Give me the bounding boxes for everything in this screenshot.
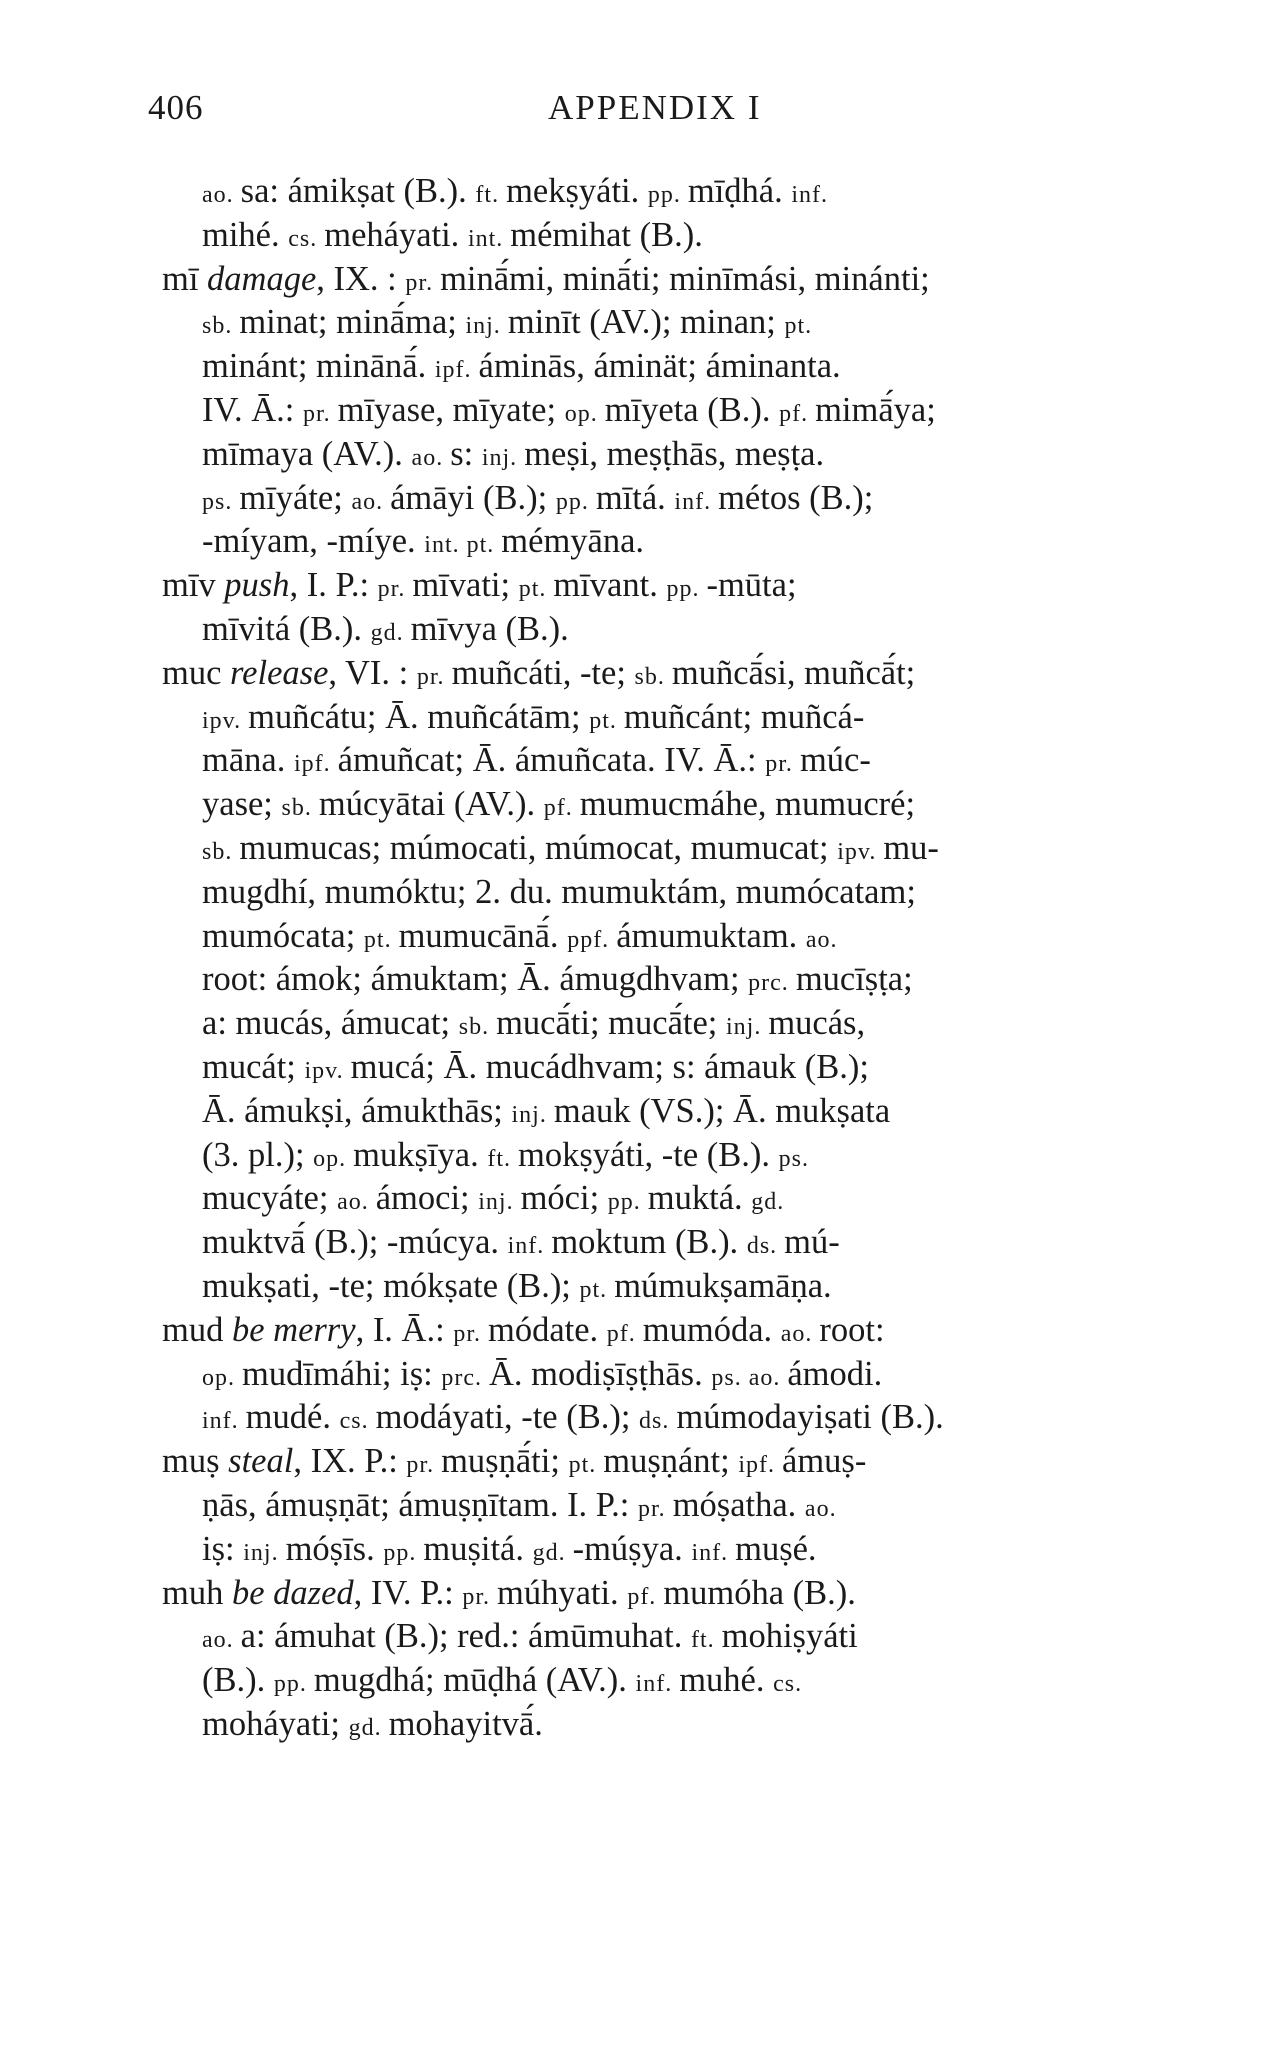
grammar-abbrev: inj. [243,1539,286,1566]
entry-text: meṣi, meṣṭhās, meṣṭa. [524,434,825,473]
grammar-abbrev: gd. [348,1714,389,1741]
grammar-abbrev: sb. [202,838,240,865]
grammar-abbrev: ipf. [738,1452,783,1479]
entry-text: mīvant. [553,566,667,605]
grammar-abbrev: gd. [751,1189,785,1216]
entry-text: mimā́ya; [815,390,936,429]
entry-text: muṣitá. [423,1529,533,1568]
entry-text: IV. Ā.: [202,390,303,429]
entry-text: muktá. [647,1179,752,1218]
grammar-abbrev: pt. [518,576,554,603]
grammar-abbrev: ipv. [304,1057,351,1084]
page-number: 406 [148,88,204,127]
entry-continuation-line [0,696,1280,740]
line-text [202,1398,944,1436]
grammar-abbrev: gd. [370,619,411,646]
grammar-abbrev: pr. [462,1583,497,1610]
entry-continuation-line [0,214,1280,258]
line-text [202,1661,802,1699]
grammar-abbrev: pp. [555,488,596,515]
line-text [202,1179,784,1217]
gloss-text: damage [207,259,317,298]
line-text [202,522,644,560]
entry-continuation-line [0,1703,1280,1747]
entry-text: mīvitá (B.). [202,609,371,648]
grammar-abbrev: ao. [805,926,838,953]
line-text [202,785,915,823]
entry-continuation-line [0,827,1280,871]
grammar-abbrev: ao. [351,488,391,515]
grammar-abbrev: gd. [532,1539,573,1566]
entry-text: múhyati. [496,1573,628,1612]
entry-text: mucát; [202,1047,305,1086]
entry-text: (3. pl.); [202,1135,314,1174]
entry-text: muñcátu; Ā. muñcátām; [248,697,590,736]
entry-text: root: ámok; ámuktam; Ā. ámugdhvam; [202,960,749,999]
grammar-abbrev: pt. [579,1276,615,1303]
entry-text: muh [162,1573,232,1612]
entry-text: móṣatha. [672,1485,805,1524]
entry-text: áminās, áminät; áminanta. [478,347,841,386]
entry-text: mumócata; [202,916,364,955]
entry-text: mumucānā́. [398,916,568,955]
line-text [202,435,824,473]
grammar-abbrev: pf. [606,1320,643,1347]
entry-text: múmodayiṣati (B.). [676,1398,944,1437]
grammar-abbrev: pr. [416,663,452,690]
grammar-abbrev: inf. [791,182,829,208]
grammar-abbrev: ao. [411,444,451,471]
grammar-abbrev: ao. [202,182,241,208]
entry-continuation-line [0,1046,1280,1090]
entry-text: mémyāna. [501,522,645,561]
entry-text: , IX. : [316,259,406,298]
entry-headword-line [0,1572,1280,1616]
grammar-abbrev: pt. [784,313,813,340]
grammar-abbrev: ipf. [434,357,479,384]
line-text [202,1530,817,1568]
grammar-abbrev: cs. [288,225,325,252]
line-text [162,1574,856,1612]
entry-text: a: mucás, ámucat; [202,1004,459,1043]
line-text [202,1004,865,1042]
entry-text: mugdhí, mumóktu; 2. du. mumuktám, mumócatam; [202,872,916,911]
entry-text: ṇās, ámuṣṇāt; ámuṣṇītam. I. P.: [202,1485,639,1524]
grammar-abbrev: ao. [337,1189,376,1216]
grammar-abbrev: pt. [568,1452,604,1479]
entry-continuation-line [0,1221,1280,1265]
grammar-abbrev: ps. ao. [711,1364,788,1391]
line-text [162,566,797,604]
line-text [202,1705,543,1743]
grammar-abbrev: pf. [543,795,580,822]
entry-continuation-line [0,608,1280,652]
entry-text: mīvya (B.). [410,609,569,648]
entry-text: múc- [799,741,871,780]
grammar-abbrev: pp. [607,1189,648,1216]
entry-text: , VI. : [328,653,417,692]
entry-continuation-line [0,739,1280,783]
line-text [202,960,913,998]
entry-text: mu- [883,828,939,867]
entry-text: múcyātai (AV.). [318,785,544,824]
gloss-text: steal [228,1442,294,1481]
entry-continuation-line [0,1484,1280,1528]
entry-text: mīyáte; [239,478,352,517]
entry-continuation-line [0,1265,1280,1309]
entry-headword-line [0,1440,1280,1484]
entry-text: , I. P.: [289,566,378,605]
grammar-abbrev: inj. [481,444,525,471]
grammar-abbrev: pr. [638,1495,673,1522]
entry-headword-line [0,564,1280,608]
entry-continuation-line [0,1353,1280,1397]
line-text [202,1486,837,1524]
line-text [202,917,838,955]
entry-text: mīyase, mīyate; [337,390,565,429]
entry-text: muñcánt; muñcá- [623,697,865,736]
line-text [202,829,939,867]
entry-text: -mūta; [706,566,797,605]
grammar-abbrev: ao. [780,1320,820,1347]
grammar-abbrev: int. [467,225,511,252]
entry-text: mú- [784,1223,840,1262]
entry-text: mauk (VS.); Ā. mukṣata [553,1091,891,1130]
line-text [202,347,841,385]
entry-text: mucá; Ā. mucádhvam; s: ámauk (B.); [350,1047,869,1086]
line-text [202,610,569,648]
entry-text: yase; [202,785,282,824]
grammar-abbrev: op. [313,1145,354,1172]
entry-text: Ā. ámukṣi, ámukthās; [202,1091,512,1130]
grammar-abbrev: inf. [691,1539,736,1566]
entry-headword-line [0,1309,1280,1353]
entry-text: ámodi. [787,1354,883,1393]
entry-text: iṣ: [202,1529,244,1568]
grammar-abbrev: ps. [202,488,240,515]
entry-text: , IX. P.: [293,1442,407,1481]
entry-text: mucīṣṭa; [795,960,913,999]
grammar-abbrev: pr. [765,751,800,778]
entry-text: muṣṇā́ti; [441,1442,569,1481]
entry-continuation-line [0,871,1280,915]
grammar-abbrev: pr. [406,1452,442,1479]
entry-continuation-line [0,477,1280,521]
grammar-abbrev: sb. [458,1014,497,1041]
grammar-abbrev: ds. [639,1408,677,1435]
entry-text: Ā. modiṣīṣṭhās. [489,1354,712,1393]
entry-continuation-line [0,170,1280,214]
entry-text: mīmaya (AV.). [202,434,412,473]
entry-text: moháyati; [202,1704,349,1743]
grammar-abbrev: ft. [690,1627,722,1654]
entry-text: mugdhá; mūḍhá (AV.). [313,1661,636,1700]
entry-text: -múṣya. [572,1529,692,1568]
entry-text: root: [819,1310,885,1349]
grammar-abbrev: ipv. [202,707,249,734]
line-text [162,260,930,298]
grammar-abbrev: pt. [363,926,399,953]
entry-text: a: ámuhat (B.); red.: ámūmuhat. [240,1617,691,1656]
entry-headword-line [0,652,1280,696]
line-text [202,391,936,429]
line-text [162,654,915,692]
grammar-abbrev: pr. [302,400,338,427]
entry-text: muktvā́ (B.); -múcya. [202,1223,508,1262]
grammar-abbrev: inf. [674,488,719,515]
entry-text: mītá. [595,478,675,517]
entry-continuation-line [0,915,1280,959]
entry-text: módate. [487,1310,607,1349]
entry-text: mekṣyáti. [506,172,648,210]
entry-text: minā́mi, minā́ti; minīmási, minánti; [440,259,930,298]
entry-text: múmukṣamāṇa. [614,1266,832,1305]
grammar-abbrev: sb. [202,313,240,340]
entry-continuation-line [0,433,1280,477]
entry-text: ámumuktam. [616,916,806,955]
entry-text: métos (B.); [718,478,874,517]
entry-continuation-line [0,783,1280,827]
grammar-abbrev: cs. [773,1671,803,1698]
entry-text: minánt; minānā́. [202,347,435,386]
grammar-abbrev: sb. [634,663,672,690]
entry-text: mihé. [202,215,289,254]
line-text [202,1617,858,1655]
entry-continuation-line [0,1396,1280,1440]
entry-text: mucyáte; [202,1179,338,1218]
entry-text: ámuñcat; Ā. ámuñcata. IV. Ā.: [337,741,766,780]
grammar-abbrev: inj. [465,313,508,340]
entry-text: moktum (B.). [551,1223,747,1262]
grammar-abbrev: op. [202,1364,242,1391]
line-text [202,1136,809,1174]
entry-text: -míyam, -míye. [202,522,425,561]
entry-continuation-line [0,1134,1280,1178]
grammar-abbrev: ao. [202,1627,241,1654]
line-text [202,216,703,254]
entry-text: mīḍhá. [687,172,792,210]
grammar-abbrev: prc. [748,970,796,997]
entry-text: móci; [520,1179,608,1218]
line-text [202,698,864,736]
entry-text: muc [162,653,231,692]
grammar-abbrev: ft. [487,1145,518,1172]
entry-text: mīv [162,566,225,605]
grammar-abbrev: sb. [281,795,319,822]
grammar-abbrev: pp. [383,1539,424,1566]
line-text [162,1311,885,1349]
entry-text: muṣṇánt; [603,1442,739,1481]
grammar-abbrev: inf. [635,1671,680,1698]
entry-text: ámāyi (B.); [390,478,556,517]
entry-text: muhé. [679,1661,774,1700]
line-text [202,741,871,779]
entry-headword-line [0,258,1280,302]
line-text [202,1223,840,1261]
entry-continuation-line [0,389,1280,433]
grammar-abbrev: prc. [441,1364,489,1391]
entry-continuation-line [0,958,1280,1002]
line-text [202,303,812,341]
entry-continuation-line [0,1090,1280,1134]
entry-text: mumucmáhe, mumucré; [579,785,916,824]
dictionary-entries [0,170,1280,1747]
gloss-text: be dazed [231,1573,354,1612]
gloss-text: push [224,566,290,605]
grammar-abbrev: pf. [627,1583,664,1610]
entry-text: mucás, [768,1004,866,1043]
grammar-abbrev: inf. [507,1233,552,1260]
running-head: APPENDIX I [548,88,762,127]
entry-text: (B.). [202,1661,274,1700]
gloss-text: release [230,653,329,692]
entry-text: mokṣyáti, -te (B.). [518,1135,779,1174]
entry-text: mud [162,1310,232,1349]
entry-text: mukṣīya. [353,1135,488,1174]
entry-text: mohiṣyáti [721,1617,858,1656]
line-text [162,1442,866,1480]
grammar-abbrev: ft. [475,182,507,208]
entry-text: minīt (AV.); minan; [507,303,785,342]
page-header [0,88,1280,138]
grammar-abbrev: pr. [377,576,413,603]
entry-text: mī [162,259,208,298]
entry-text: sa: ámikṣat (B.). [240,172,476,210]
line-text [202,1267,832,1305]
entry-continuation-line [0,1002,1280,1046]
grammar-abbrev: int. pt. [424,532,502,559]
line-text [202,479,873,517]
grammar-abbrev: ipv. [837,838,884,865]
grammar-abbrev: ao. [804,1495,837,1522]
grammar-abbrev: pf. [779,400,816,427]
line-text [202,1048,869,1086]
entry-text: mudīmáhi; iṣ: [242,1354,442,1393]
entry-continuation-line [0,345,1280,389]
entry-text: minat; minā́ma; [239,303,466,342]
entry-continuation-line [0,1659,1280,1703]
line-text [202,1092,890,1130]
line-text [202,172,828,210]
grammar-abbrev: cs. [339,1408,376,1435]
grammar-abbrev: inj. [478,1189,521,1216]
grammar-abbrev: pr. [405,269,441,296]
entry-continuation-line [0,1528,1280,1572]
grammar-abbrev: inj. [511,1101,554,1128]
grammar-abbrev: ipf. [293,751,338,778]
grammar-abbrev: ds. [746,1233,785,1260]
entry-text: muṣ [162,1442,229,1481]
entry-text: mucā́ti; mucā́te; [496,1004,726,1043]
entry-text: mumucas; múmocati, múmocat, mumucat; [239,828,838,867]
entry-continuation-line [0,1615,1280,1659]
entry-text: ámoci; [375,1179,479,1218]
line-text [202,1355,882,1393]
grammar-abbrev: inf. [202,1408,246,1435]
grammar-abbrev: pp. [666,576,707,603]
entry-text: muṣé. [735,1529,817,1568]
grammar-abbrev: pp. [647,182,688,208]
entry-text: móṣīs. [285,1529,384,1568]
entry-text: muñcā́si, muñcā́t; [671,653,916,692]
entry-text: meháyati. [324,215,468,254]
grammar-abbrev: inj. [726,1014,769,1041]
entry-continuation-line [0,520,1280,564]
entry-text: s: [450,434,482,473]
entry-text: , I. Ā.: [355,1310,454,1349]
entry-text: mudé. [245,1398,340,1437]
entry-text: mumóda. [642,1310,781,1349]
entry-text: modáyati, -te (B.); [375,1398,640,1437]
grammar-abbrev: pr. [453,1320,488,1347]
grammar-abbrev: op. [564,400,605,427]
entry-text: mukṣati, -te; mókṣate (B.); [202,1266,580,1305]
entry-text: mīvati; [412,566,519,605]
entry-text: muñcáti, -te; [451,653,635,692]
entry-continuation-line [0,1177,1280,1221]
grammar-abbrev: pp. [273,1671,314,1698]
grammar-abbrev: pt. [589,707,624,734]
grammar-abbrev: ppf. [567,926,617,953]
line-text [202,873,916,911]
entry-text: ámuṣ- [782,1442,867,1481]
entry-continuation-line [0,301,1280,345]
entry-text: mémihat (B.). [510,215,703,254]
entry-text: mīyeta (B.). [604,390,780,429]
entry-text: mumóha (B.). [663,1573,856,1612]
entry-text: māna. [202,741,294,780]
entry-text: mohayitvā́. [388,1704,543,1743]
entry-text: , IV. P.: [353,1573,463,1612]
gloss-text: be merry [231,1310,356,1349]
grammar-abbrev: ps. [778,1145,809,1172]
